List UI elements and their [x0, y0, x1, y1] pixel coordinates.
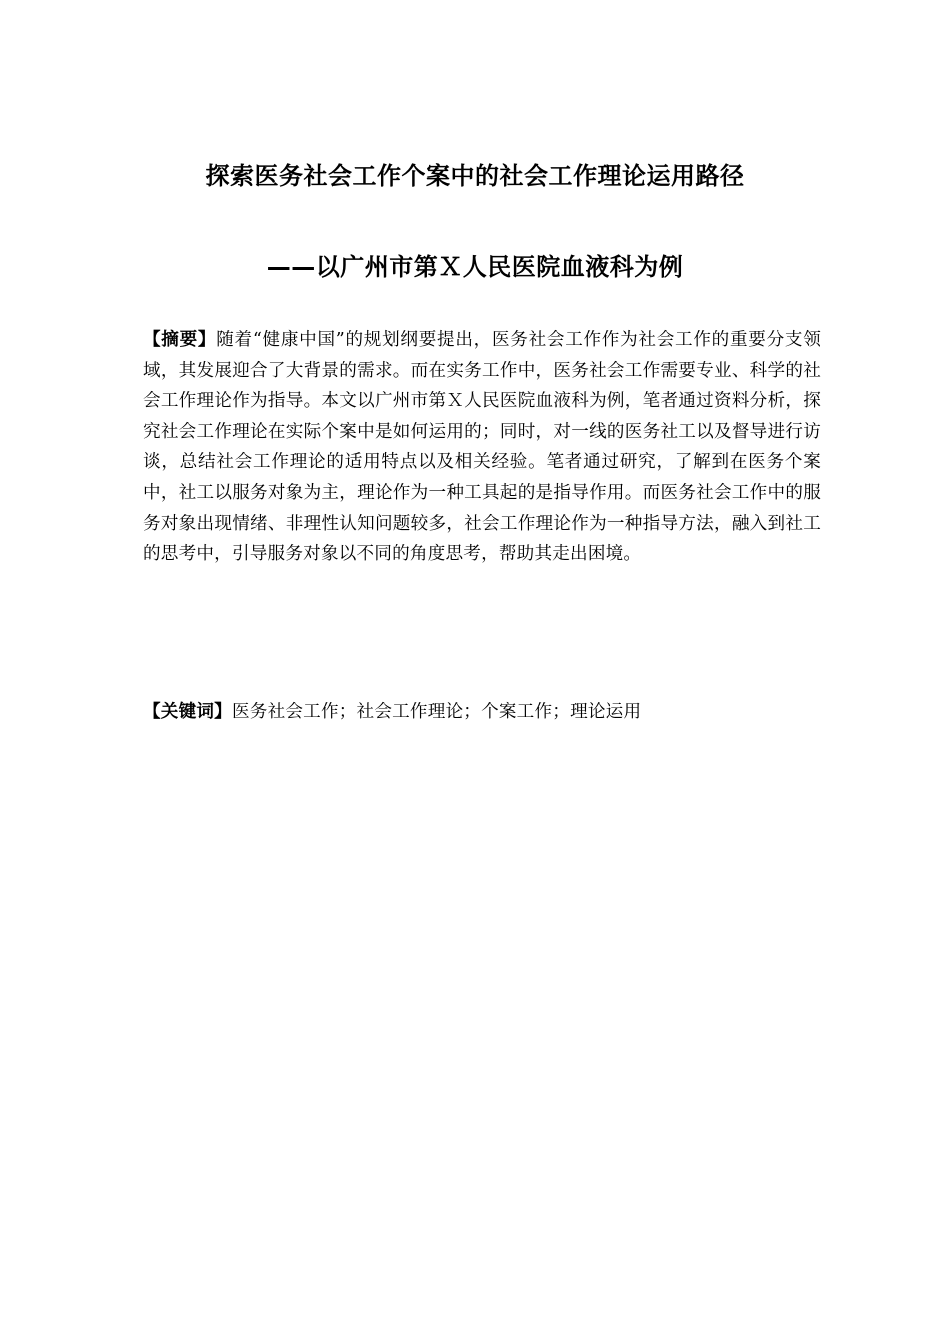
keywords-text: 医务社会工作；社会工作理论；个案工作；理论运用	[231, 702, 642, 722]
paper-title: 探索医务社会工作个案中的社会工作理论运用路径	[205, 162, 745, 190]
abstract-paragraph	[143, 325, 821, 570]
abstract-text: 随着“健康中国”的规划纲要提出，医务社会工作作为社会工作的重要分支领域，其发展迎合了大背景的需求。而在实务工作中，医务社会工作需要专业、科学的社会工作理论作为指导。本文以广州市第Ｘ人民医院血液科为例，笔者通过资料分析，探究社会工作理论在实际个案中是如何运用的；同时，对一线的医务社工以及督导进行访谈，总结社会工作理论的适用特点以及相关经验。笔者通过研究，了解到在医务个案中，社工以服务对象为主，理论作为一种工具起的是指导作用。而医务社会工作中的服务对象出现情绪、非理性认知问题较多，社会工作理论作为一种指导方法，融入到社工的思考中，引导服务对象以不同的角度思考，帮助其走出困境。	[143, 330, 821, 565]
keywords-label: 【关键词】	[143, 702, 232, 722]
keywords-line	[143, 697, 821, 727]
abstract-label: 【摘要】	[143, 330, 217, 350]
paper-subtitle: ——以广州市第Ｘ人民医院血液科为例	[266, 253, 684, 281]
